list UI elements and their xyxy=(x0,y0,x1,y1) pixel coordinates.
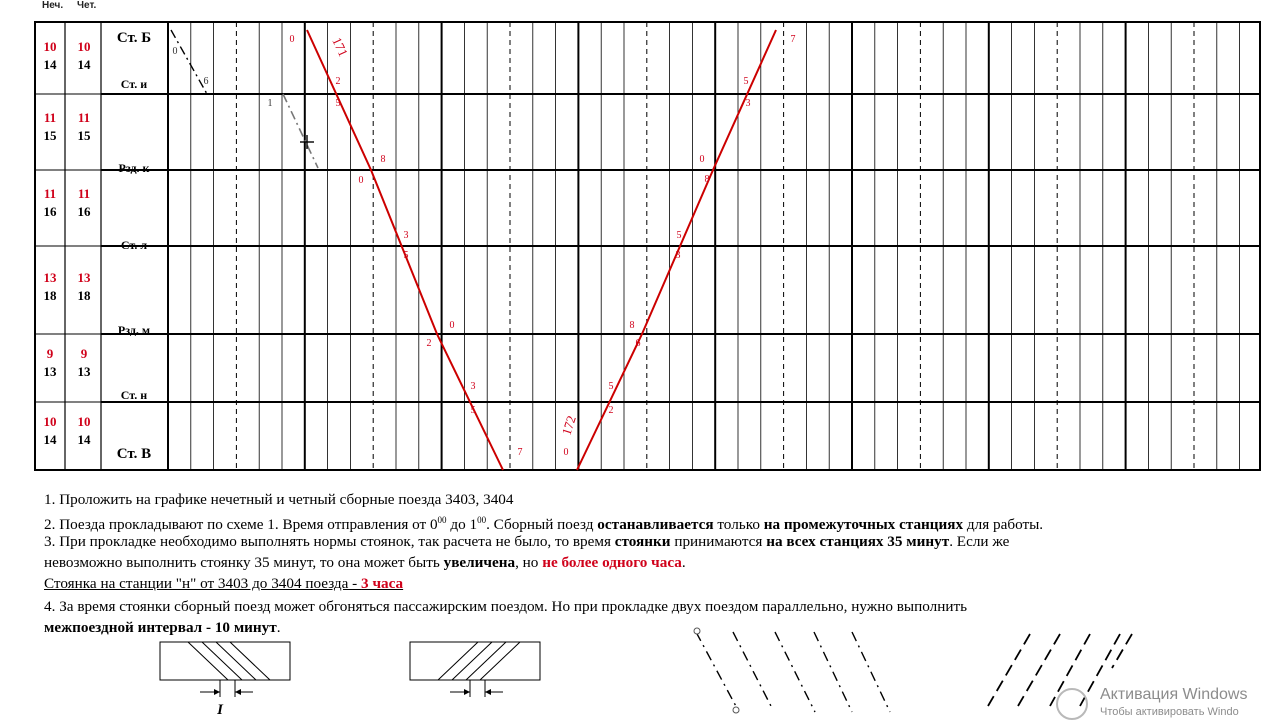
station-name: Ст. В xyxy=(116,446,152,462)
scheme-box-2 xyxy=(410,642,540,680)
station-name: Рзд. м xyxy=(117,323,151,337)
odd-norm-bottom: 13 xyxy=(43,364,57,379)
instruction-line-7: межпоездной интервал - 10 минут. xyxy=(44,619,281,636)
minute-mark: 7 xyxy=(517,447,523,458)
station-name: Рзд. к xyxy=(118,161,150,175)
even-norm-top: 9 xyxy=(80,346,88,361)
odd-norm-bottom: 14 xyxy=(43,57,57,72)
instruction-line-3: 3. При прокладке необходимо выполнять нормы стоянок, так расчета не было, то время стоянки принимаются на всех станциях 35 минут. Если же xyxy=(44,533,1010,550)
dashdot-train-line xyxy=(775,632,815,712)
minute-mark: 2 xyxy=(335,76,341,87)
odd-norm-top: 11 xyxy=(43,186,57,201)
instruction-line-6: 4. За время стоянки сборный поезд может обгоняться пассажирским поездом. Но при прокладке двух поездом параллельно, нужно выполнить xyxy=(44,598,968,615)
minute-mark: 0 xyxy=(563,447,569,458)
instruction-line-4: невозможно выполнить стоянку 35 минут, то она может быть увеличена, но не более одного часа. xyxy=(44,554,686,571)
minute-mark: 5 xyxy=(470,405,476,416)
minute-mark: 0 xyxy=(289,34,295,45)
move-cursor-icon xyxy=(300,135,314,149)
arrow-head xyxy=(464,689,470,695)
dashed-train-line xyxy=(283,94,318,168)
odd-norm-top: 10 xyxy=(43,414,57,429)
dashed-train-line xyxy=(1112,634,1132,668)
arrow-head xyxy=(235,689,241,695)
train-point xyxy=(733,707,739,713)
station-name: Ст. Б xyxy=(116,30,152,46)
dashed-train-line xyxy=(1018,634,1060,706)
train-172-label: 172 xyxy=(558,413,579,437)
dashed-train-line xyxy=(171,30,207,94)
minute-mark: 5 xyxy=(403,250,409,261)
minute-mark: 3 xyxy=(403,230,409,241)
odd-norm-bottom: 18 xyxy=(43,288,57,303)
minute-mark: 5 xyxy=(335,98,341,109)
odd-norm-bottom: 15 xyxy=(43,128,57,143)
dashdot-train-line xyxy=(852,632,890,712)
key-icon xyxy=(1056,688,1088,720)
instruction-line-2: 2. Поезда прокладывают по схеме 1. Время отправления от $0^{00}$ до $1^{00}$. Сборный поезд останавливается только на промежуточных станциях для работы. xyxy=(44,515,1044,534)
even-norm-top: 11 xyxy=(77,186,91,201)
station-name: Ст. л xyxy=(120,238,148,252)
even-norm-top: 10 xyxy=(77,414,91,429)
minute-mark: 0 xyxy=(699,154,705,165)
even-norm-bottom: 18 xyxy=(77,288,91,303)
minute-mark: 0 xyxy=(449,320,455,331)
station-name: Ст. и xyxy=(120,77,148,91)
dashdot-train-line xyxy=(696,632,738,710)
station-name: Ст. н xyxy=(120,388,148,402)
minute-mark: 0 xyxy=(358,175,364,186)
dashed-train-line xyxy=(988,634,1030,706)
windows-activation-watermark: Активация Windows Чтобы активировать Windo xyxy=(1100,686,1248,718)
even-norm-bottom: 13 xyxy=(77,364,91,379)
arrow-head xyxy=(485,689,491,695)
minute-mark: 5 xyxy=(608,381,614,392)
odd-norm-top: 9 xyxy=(46,346,54,361)
even-norm-bottom: 15 xyxy=(77,128,91,143)
minute-mark: 6 xyxy=(635,338,641,349)
odd-norm-top: 10 xyxy=(43,39,57,54)
dashdot-train-line xyxy=(814,632,852,712)
minute-mark: 5 xyxy=(743,76,749,87)
odd-norm-top: 11 xyxy=(43,110,57,125)
dashdot-train-line xyxy=(733,632,773,710)
minute-mark: 0 xyxy=(172,46,178,57)
even-norm-bottom: 14 xyxy=(77,57,91,72)
minute-mark: 1 xyxy=(267,98,273,109)
train-paths xyxy=(171,30,776,470)
even-header: Чет. xyxy=(77,0,97,11)
interval-label: I xyxy=(217,702,223,718)
even-norm-bottom: 14 xyxy=(77,432,91,447)
instruction-line-5: Стоянка на станции "н" от 3403 до 3404 поезда - 3 часа xyxy=(44,575,404,592)
schedule-grid xyxy=(35,22,1260,470)
odd-norm-bottom: 14 xyxy=(43,432,57,447)
minute-mark: 3 xyxy=(675,250,681,261)
minute-mark: 3 xyxy=(745,98,751,109)
arrow-head xyxy=(214,689,220,695)
train-171-label: 171 xyxy=(329,34,352,59)
even-norm-bottom: 16 xyxy=(77,204,91,219)
odd-header: Неч. xyxy=(42,0,64,11)
minute-mark: 8 xyxy=(380,154,386,165)
odd-norm-top: 13 xyxy=(43,270,57,285)
minute-mark: 3 xyxy=(470,381,476,392)
odd-norm-bottom: 16 xyxy=(43,204,57,219)
interval-schemes xyxy=(160,628,1132,718)
minute-mark: 8 xyxy=(629,320,635,331)
even-norm-top: 11 xyxy=(77,110,91,125)
minute-mark: 7 xyxy=(790,34,796,45)
even-norm-top: 10 xyxy=(77,39,91,54)
minute-mark: 2 xyxy=(608,405,614,416)
even-norm-top: 13 xyxy=(77,270,91,285)
minute-mark: 5 xyxy=(676,230,682,241)
minute-mark: 2 xyxy=(426,338,432,349)
scheme-box-1 xyxy=(160,642,290,680)
instruction-line-1: 1. Проложить на графике нечетный и четный сборные поезда 3403, 3404 xyxy=(44,491,514,508)
minute-mark: 6 xyxy=(203,76,209,87)
minute-mark: 8 xyxy=(704,174,710,185)
